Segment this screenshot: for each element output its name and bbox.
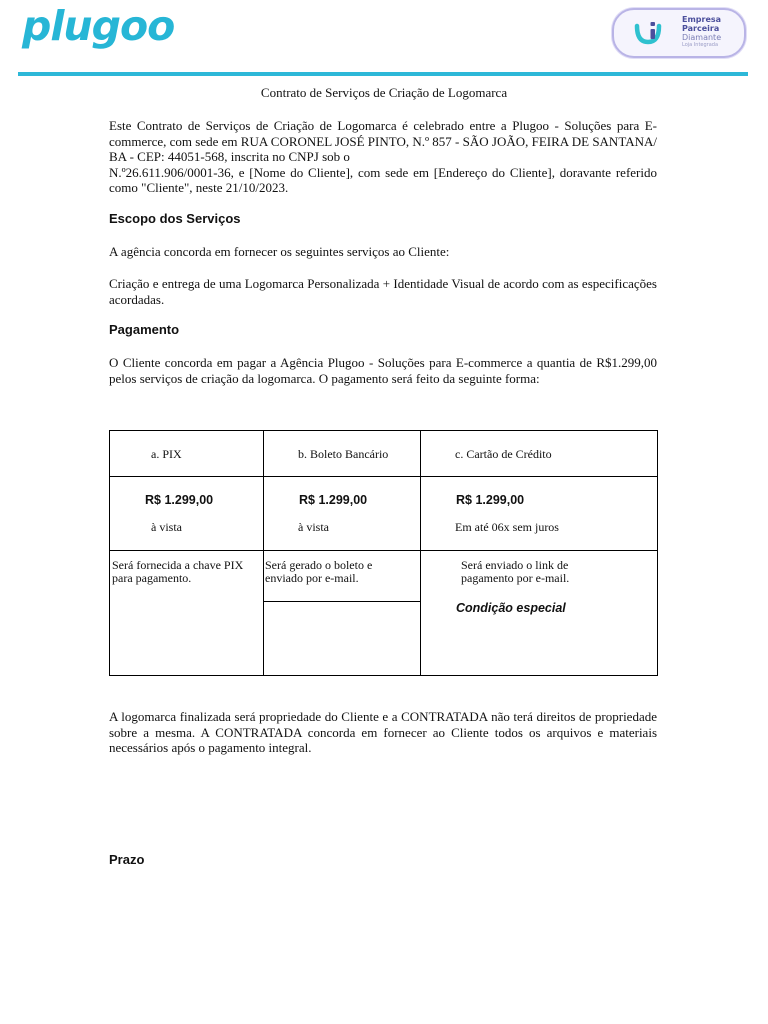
scope-intro-text: A agência concorda em fornecer os seguintes serviços ao Cliente: <box>109 244 450 259</box>
option-credit-note: Será enviado o link de pagamento por e-mail. <box>461 558 570 585</box>
option-boleto-note: Será gerado o boleto e enviado por e-mail. <box>265 558 373 585</box>
option-credit-price: R$ 1.299,00 <box>456 493 525 507</box>
partner-badge <box>612 8 746 58</box>
badge-line-3: Diamante <box>682 33 722 42</box>
badge-line-1: Empresa <box>682 15 722 24</box>
payment-text: O Cliente concorda em pagar a Agência Plugoo - Soluções para E-commerce a quantia de R$1.299,00 pelos serviços de criação da logomarca. O pagamento será feito da seguinte forma: <box>109 355 657 386</box>
payment-options-table <box>109 430 658 676</box>
option-boleto-terms: à vista <box>298 520 329 534</box>
deadline-heading: Prazo <box>109 852 145 867</box>
option-pix-price: R$ 1.299,00 <box>145 493 214 507</box>
table-divider <box>263 601 420 602</box>
option-credit-terms: Em até 06x sem juros <box>455 520 559 534</box>
option-pix-note: Será fornecida a chave PIX para pagamento. <box>112 558 244 585</box>
scope-heading: Escopo dos Serviços <box>109 211 241 226</box>
header-divider <box>18 72 748 76</box>
badge-line-4: Loja Integrada <box>682 42 719 48</box>
table-divider <box>110 550 657 551</box>
plugoo-logo: plugoo <box>22 2 175 50</box>
option-pix-terms: à vista <box>151 520 182 534</box>
document-title: Contrato de Serviços de Criação de Logomarca <box>260 85 508 100</box>
ownership-paragraph: A logomarca finalizada será propriedade do Cliente e a CONTRATADA não terá direitos de propriedade sobre a mesma. A CONTRATADA concorda em fornecer ao Cliente todos os arquivos e materiais necessários após o pagamento integral. <box>109 709 657 755</box>
option-boleto-label: b. Boleto Bancário <box>298 447 389 461</box>
table-divider <box>420 431 421 675</box>
scope-service-text: Criação e entrega de uma Logomarca Personalizada + Identidade Visual de acordo com as especificações acordadas. <box>109 276 657 307</box>
option-credit-label: c. Cartão de Crédito <box>455 447 552 461</box>
loja-integrada-icon <box>634 20 662 46</box>
badge-line-2: Parceira <box>682 24 720 33</box>
intro-paragraph <box>109 118 657 196</box>
intro-line-2: N.º26.611.906/0001-36, e [Nome do Cliente], com sede em [Endereço do Cliente], doravante referido como "Cliente", neste 21/10/2023. <box>109 164 657 195</box>
table-divider <box>110 476 657 477</box>
payment-heading: Pagamento <box>109 322 180 337</box>
option-boleto-price: R$ 1.299,00 <box>299 493 368 507</box>
intro-line-1: Este Contrato de Serviços de Criação de Logomarca é celebrado entre a Plugoo - Soluções para E-commerce, com sede em RUA CORONEL JOSÉ PINTO, N.º 857 - SÃO JOÃO, FEIRA DE SANTANA/ BA - CEP: 44051-568, inscrita no CNPJ sob o <box>109 118 657 164</box>
special-condition-label: Condição especial <box>456 601 566 615</box>
table-divider <box>263 431 264 675</box>
option-pix-label: a. PIX <box>151 447 182 461</box>
